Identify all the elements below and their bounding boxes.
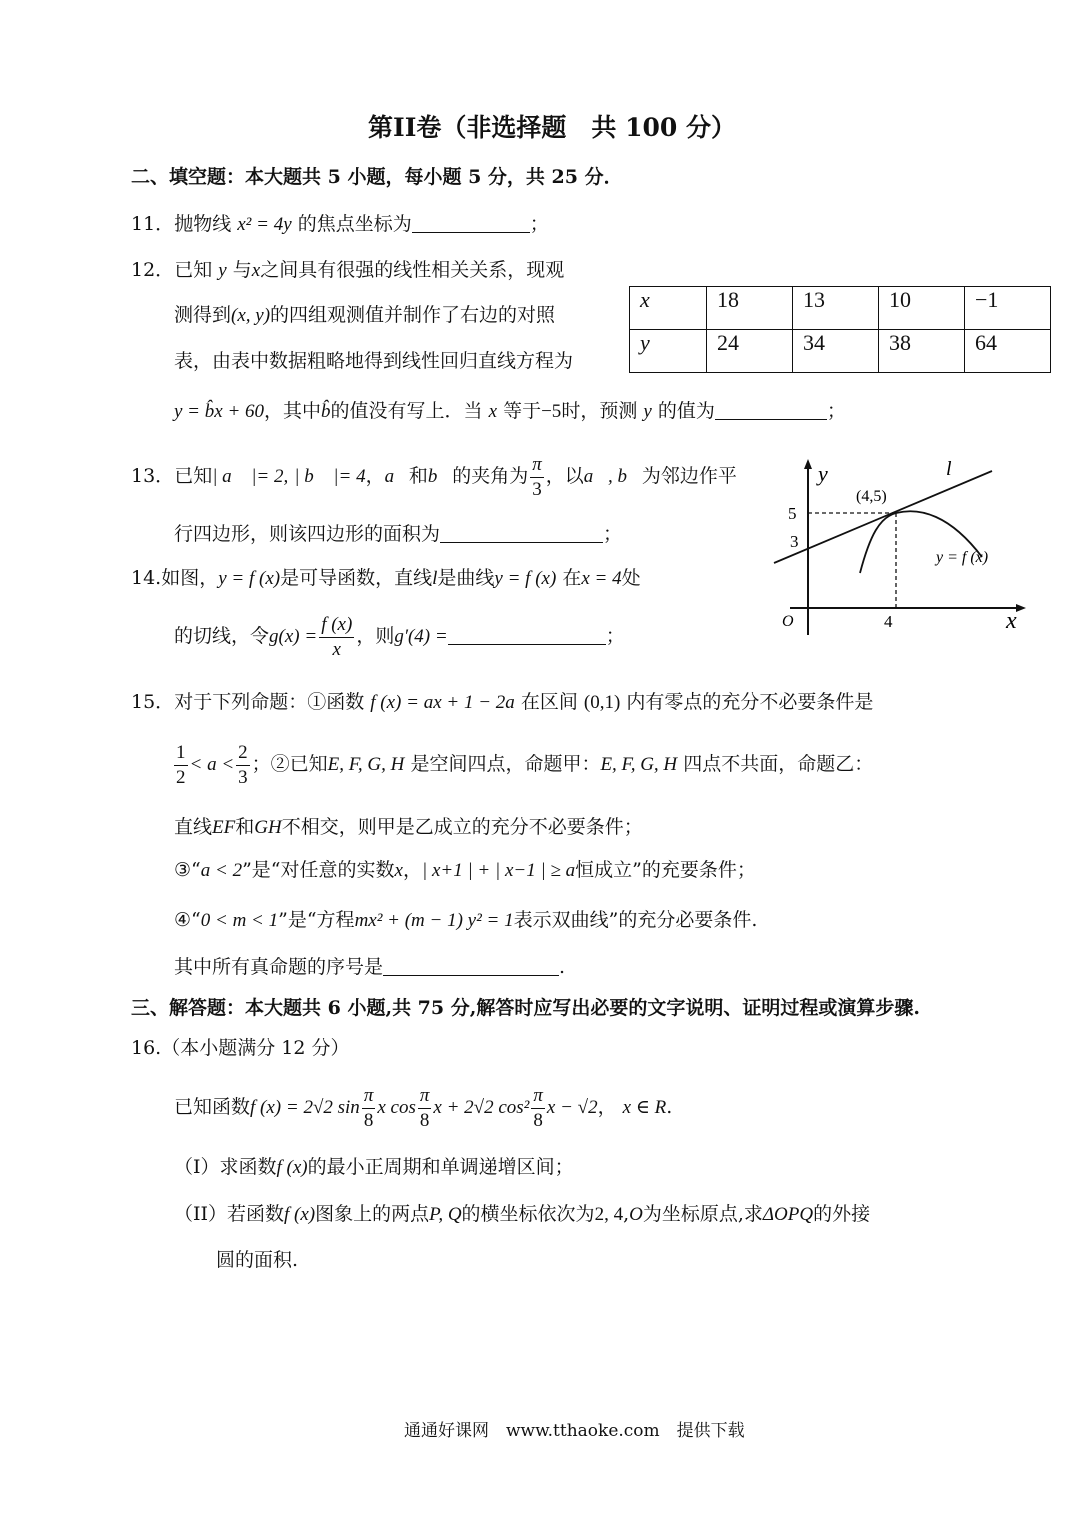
section-heading-fill-in: 二、填空题：本大题共 5 小题，每小题 5 分，共 25 分． — [131, 166, 623, 188]
y-axis-label: y — [818, 461, 828, 486]
origin-label: O — [782, 613, 794, 630]
tick-label-3: 3 — [790, 532, 799, 551]
tick-label-5: 5 — [788, 504, 797, 523]
x-axis-label: x — [1006, 608, 1017, 634]
table-header-y: y — [630, 330, 707, 373]
table-cell: 64 — [965, 330, 1051, 373]
question-16-function: 已知函数f (x) = 2√2 sin $\frac{\pi}{8}$ x cos $\frac{\pi}{8}$ x + 2√2 cos² $\frac{\pi}{8}$ x − √2， x ∈ R. — [174, 1084, 673, 1131]
point-label: (4,5) — [856, 488, 887, 505]
question-15-line-1: 15．对于下列命题：①函数 f (x) = ax + 1 − 2a 在区间 (0,1) 内有零点的充分不必要条件是 — [131, 691, 874, 713]
y-axis-arrow-icon — [804, 459, 812, 469]
question-12-line-2: 测得到(x, y)的四组观测值并制作了右边的对照 — [174, 304, 556, 326]
page-title: 第II卷（非选择题 共 100 分） — [368, 113, 736, 142]
tick-label-4: 4 — [884, 612, 893, 631]
line-label: l — [946, 458, 952, 480]
table-cell: 34 — [793, 330, 879, 373]
question-14-line-1: 14.如图，y = f (x)是可导函数，直线l是曲线y = f (x) 在x = 4处 — [131, 567, 641, 589]
question-13-line-2: 行四边形，则该四边形的面积为 ； — [174, 523, 623, 545]
table-header-x: x — [630, 287, 707, 330]
question-15-line-4: ③“a < 2”是“对任意的实数x，| x+1 | + | x−1 | ≥ a恒成立”的充要条件； — [174, 859, 756, 881]
question-14-line-2: 的切线，令g(x) = $\frac{f (x)}{x}$ ，则g′(4) = ； — [174, 613, 625, 660]
question-16-part-2-cont: 圆的面积. — [216, 1249, 299, 1271]
table-cell: 13 — [793, 287, 879, 330]
question-16-part-1: （I）求函数f (x)的最小正周期和单调递增区间； — [174, 1156, 574, 1178]
fraction-pi-over-8: $\frac{\pi}{8}$ — [419, 1084, 430, 1131]
fraction-pi-over-3: $\frac{\pi}{3}$ — [532, 453, 542, 500]
question-15-line-6: 其中所有真命题的序号是 . — [174, 956, 566, 978]
curve-label: y = f (x) — [936, 549, 989, 566]
question-11: 11．抛物线 x² = 4y 的焦点坐标为 ； — [131, 213, 549, 235]
table-row — [630, 330, 1051, 373]
question-16-part-2: （II）若函数f (x)图象上的两点P, Q的横坐标依次为2, 4,O为坐标原点,求ΔOPQ的外接 — [174, 1203, 871, 1225]
fraction-pi-over-8: $\frac{\pi}{8}$ — [533, 1084, 543, 1131]
tangent-line-figure — [760, 455, 1040, 645]
x-axis-arrow-icon — [1016, 604, 1026, 612]
table-cell: −1 — [965, 287, 1051, 330]
answer-blank — [440, 524, 603, 543]
footer: 通通好课网 www.tthaoke.com 提供下载 — [404, 1421, 745, 1441]
table-cell: 38 — [879, 330, 965, 373]
fraction-one-half: $\frac{1}{2}$ — [176, 741, 186, 788]
question-15-line-5: ④“0 < m < 1”是“方程mx² + (m − 1) y² = 1表示双曲线”的充分必要条件. — [174, 909, 758, 931]
question-12-line-1: 12．已知 y 与x之间具有很强的线性相关关系，现观 — [131, 259, 565, 281]
answer-blank — [715, 401, 827, 420]
fraction-two-thirds: $\frac{2}{3}$ — [238, 741, 248, 788]
question-13-line-1: 13．已知| a⃗ |= 2, | b⃗ |= 4，a⃗和b⃗的夹角为 $\frac{\pi}{3}$ ，以a⃗, b⃗为邻边作平 — [131, 453, 737, 500]
answer-blank — [412, 214, 530, 233]
question-12-line-4: y = b̂x + 60，其中b̂的值没有写上．当 x 等于−5时，预测 y 的值为 ； — [174, 400, 846, 422]
question-12-line-3: 表，由表中数据粗略地得到线性回归直线方程为 — [174, 350, 574, 372]
answer-blank — [448, 626, 606, 645]
table-cell: 24 — [707, 330, 793, 373]
answer-blank — [383, 957, 559, 976]
observation-table — [629, 286, 1051, 373]
table-row — [630, 287, 1051, 330]
question-16-header: 16.（本小题满分 12 分） — [131, 1037, 350, 1059]
section-heading-solutions: 三、解答题：本大题共 6 小题,共 75 分,解答时应写出必要的文字说明、证明过程或演算步骤. — [131, 997, 920, 1019]
table-cell: 10 — [879, 287, 965, 330]
question-15-line-3: 直线EF和GH不相交，则甲是乙成立的充分不必要条件； — [174, 816, 643, 838]
table-cell: 18 — [707, 287, 793, 330]
fraction-f-over-x: $\frac{f (x)}{x}$ — [321, 613, 353, 660]
fraction-pi-over-8: $\frac{\pi}{8}$ — [363, 1084, 374, 1131]
question-15-line-2: $\frac{1}{2}$ < a < $\frac{2}{3}$ ；②已知E, F, G, H 是空间四点，命题甲：E, F, G, H 四点不共面，命题乙： — [176, 741, 874, 788]
